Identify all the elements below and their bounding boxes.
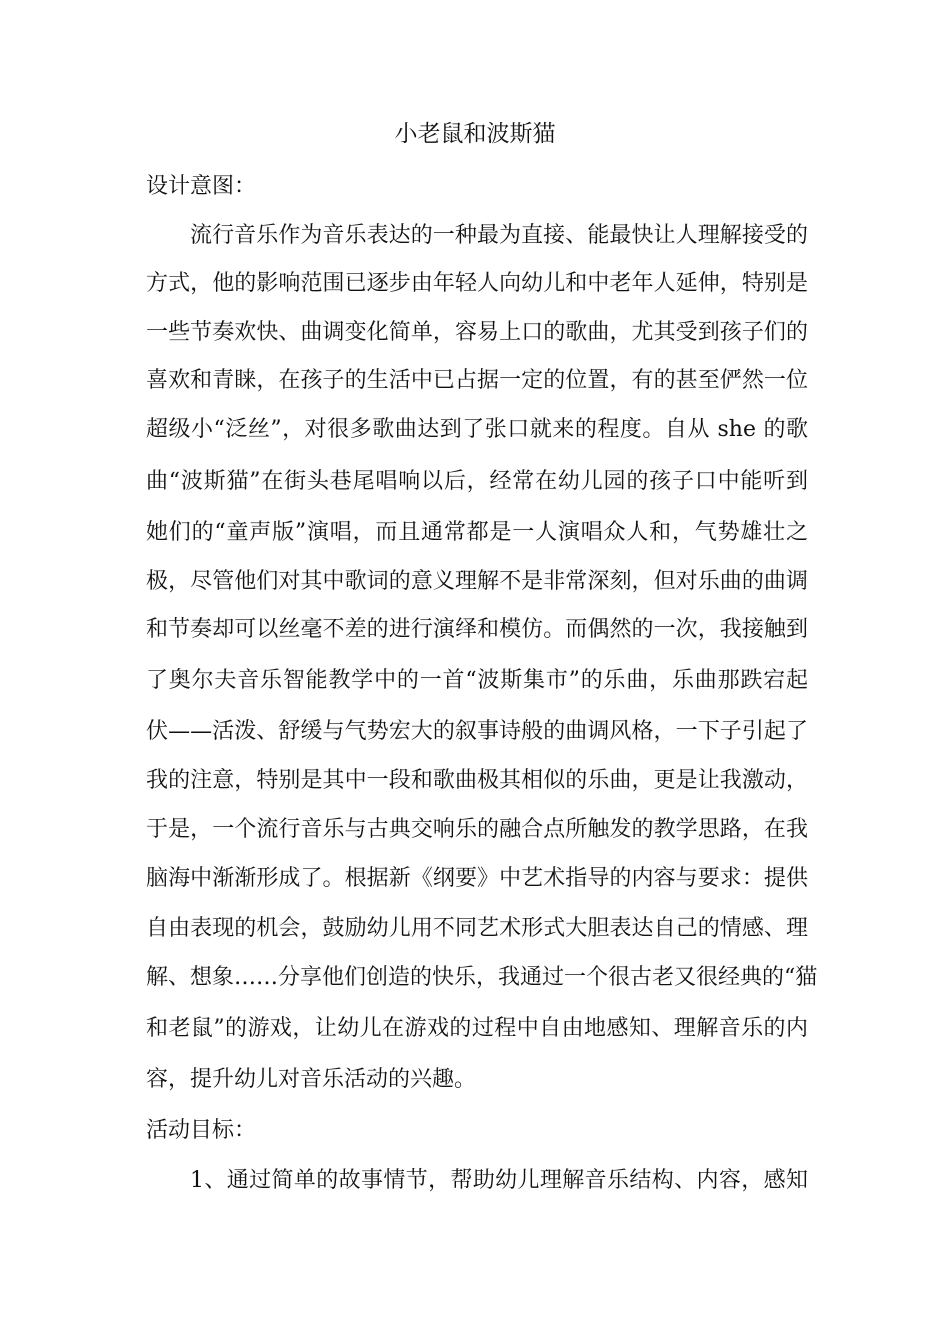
paragraph-line: 超级小“泛丝”，对很多歌曲达到了张口就来的程度。自从 she 的歌 [146,417,808,442]
paragraph-line: 曲“波斯猫”在街头巷尾唱响以后，经常在幼儿园的孩子口中能听到 [146,469,808,494]
paragraph-line: 和节奏却可以丝毫不差的进行演绎和模仿。而偶然的一次，我接触到 [146,617,808,642]
paragraph-line: 一些节奏欢快、曲调变化简单，容易上口的歌曲，尤其受到孩子们的 [146,320,808,345]
activity-goals-heading: 活动目标： [146,1118,257,1143]
paragraph-line: 脑海中渐渐形成了。根据新《纲要》中艺术指导的内容与要求：提供 [146,866,808,891]
goal-item-line: 1、通过简单的故事情节，帮助幼儿理解音乐结构、内容，感知 [190,1168,808,1193]
design-intent-heading: 设计意图： [146,174,257,199]
paragraph-line: 和老鼠”的游戏，让幼儿在游戏的过程中自由地感知、理解音乐的内 [146,1016,808,1041]
paragraph-line: 喜欢和青睐，在孩子的生活中已占据一定的位置，有的甚至俨然一位 [146,368,808,393]
paragraph-line: 容，提升幼儿对音乐活动的兴趣。 [146,1067,477,1092]
paragraph-line: 流行音乐作为音乐表达的一种最为直接、能最快让人理解接受的 [190,223,808,248]
paragraph-line: 我的注意，特别是其中一段和歌曲极其相似的乐曲，更是让我激动， [146,768,808,793]
paragraph-line: 伏——活泼、舒缓与气势宏大的叙事诗般的曲调风格，一下子引起了 [146,719,808,744]
paragraph-line: 于是，一个流行音乐与古典交响乐的融合点所触发的教学思路，在我 [146,817,808,842]
paragraph-line: 极，尽管他们对其中歌词的意义理解不是非常深刻，但对乐曲的曲调 [146,569,808,594]
paragraph-line: 解、想象……分享他们创造的快乐，我通过一个很古老又很经典的“猫 [146,965,818,990]
paragraph-line: 方式，他的影响范围已逐步由年轻人向幼儿和中老年人延伸，特别是 [146,271,808,296]
paragraph-line: 了奥尔夫音乐智能教学中的一首“波斯集市”的乐曲，乐曲那跌宕起 [146,668,808,693]
paragraph-line: 自由表现的机会，鼓励幼儿用不同艺术形式大胆表达自己的情感、理 [146,916,808,941]
document-title: 小老鼠和波斯猫 [394,121,556,147]
paragraph-line: 她们的“童声版”演唱，而且通常都是一人演唱众人和，气势雄壮之 [146,520,808,545]
